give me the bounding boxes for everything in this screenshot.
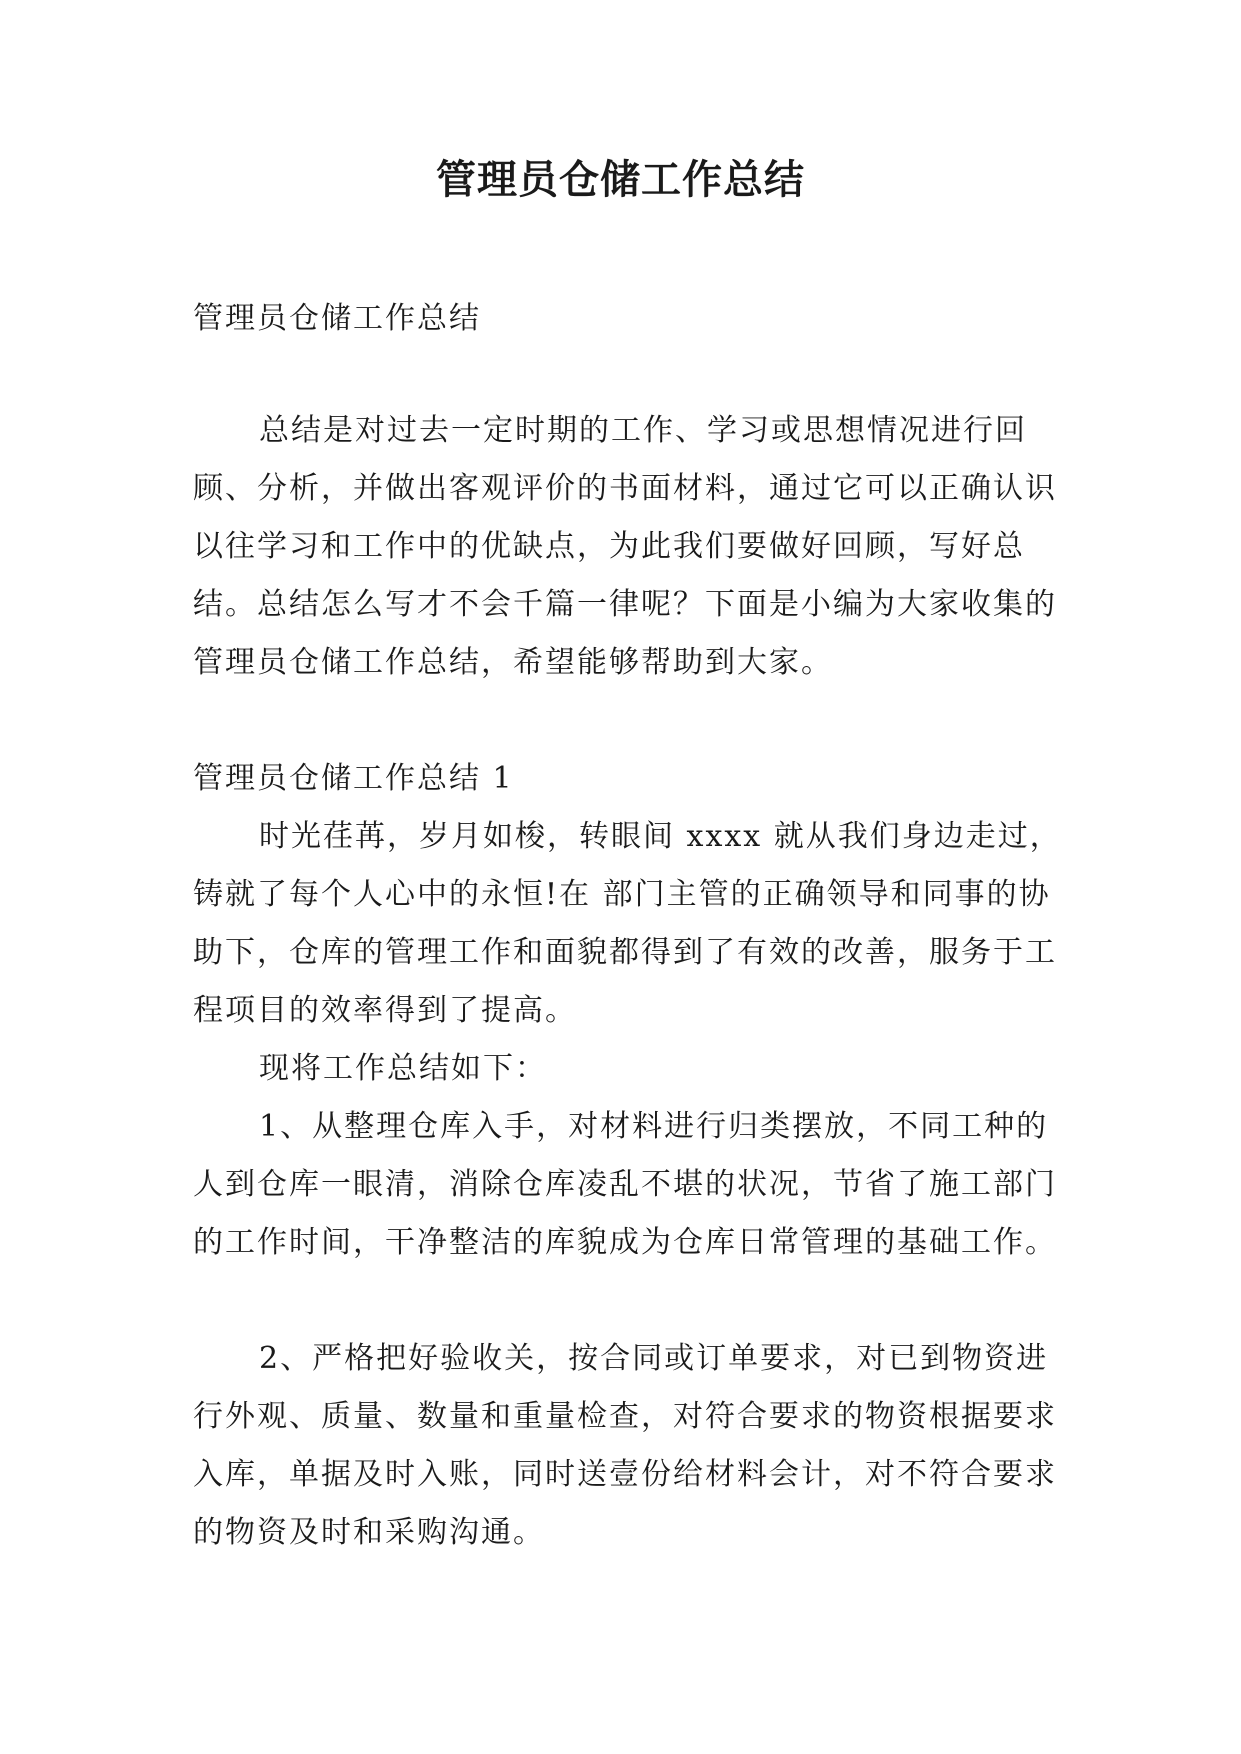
intro-paragraph: 总结是对过去一定时期的工作、学习或思想情况进行回顾、分析，并做出客观评价的书面材料，通过它可以正确认识以往学习和工作中的优缺点，为此我们要做好回顾，写好总结。总结怎么写才不会千篇一律呢？下面是小编为大家收集的管理员仓储工作总结，希望能够帮助到大家。	[193, 413, 1057, 680]
body-paragraph: 1、从整理仓库入手，对材料进行归类摆放，不同工种的人到仓库一眼清，消除仓库凌乱不堪的状况，节省了施工部门的工作时间，干净整洁的库貌成为仓库日常管理的基础工作。	[193, 1109, 1057, 1260]
section-heading: 管理员仓储工作总结 1	[193, 761, 514, 796]
document-subtitle: 管理员仓储工作总结	[193, 301, 481, 336]
body-paragraph: 时光荏苒，岁月如梭，转眼间 xxxx 就从我们身边走过，铸就了每个人心中的永恒!在 部门主管的正确领导和同事的协助下，仓库的管理工作和面貌都得到了有效的改善，服务于工程项目的效率得到了提高。	[193, 819, 1062, 1028]
body-paragraph: 2、严格把好验收关，按合同或订单要求，对已到物资进行外观、质量、数量和重量检查，对符合要求的物资根据要求入库，单据及时入账，同时送壹份给材料会计，对不符合要求的物资及时和采购沟通。	[193, 1341, 1057, 1550]
body-paragraph: 现将工作总结如下：	[259, 1051, 547, 1086]
document-title: 管理员仓储工作总结	[436, 157, 805, 203]
